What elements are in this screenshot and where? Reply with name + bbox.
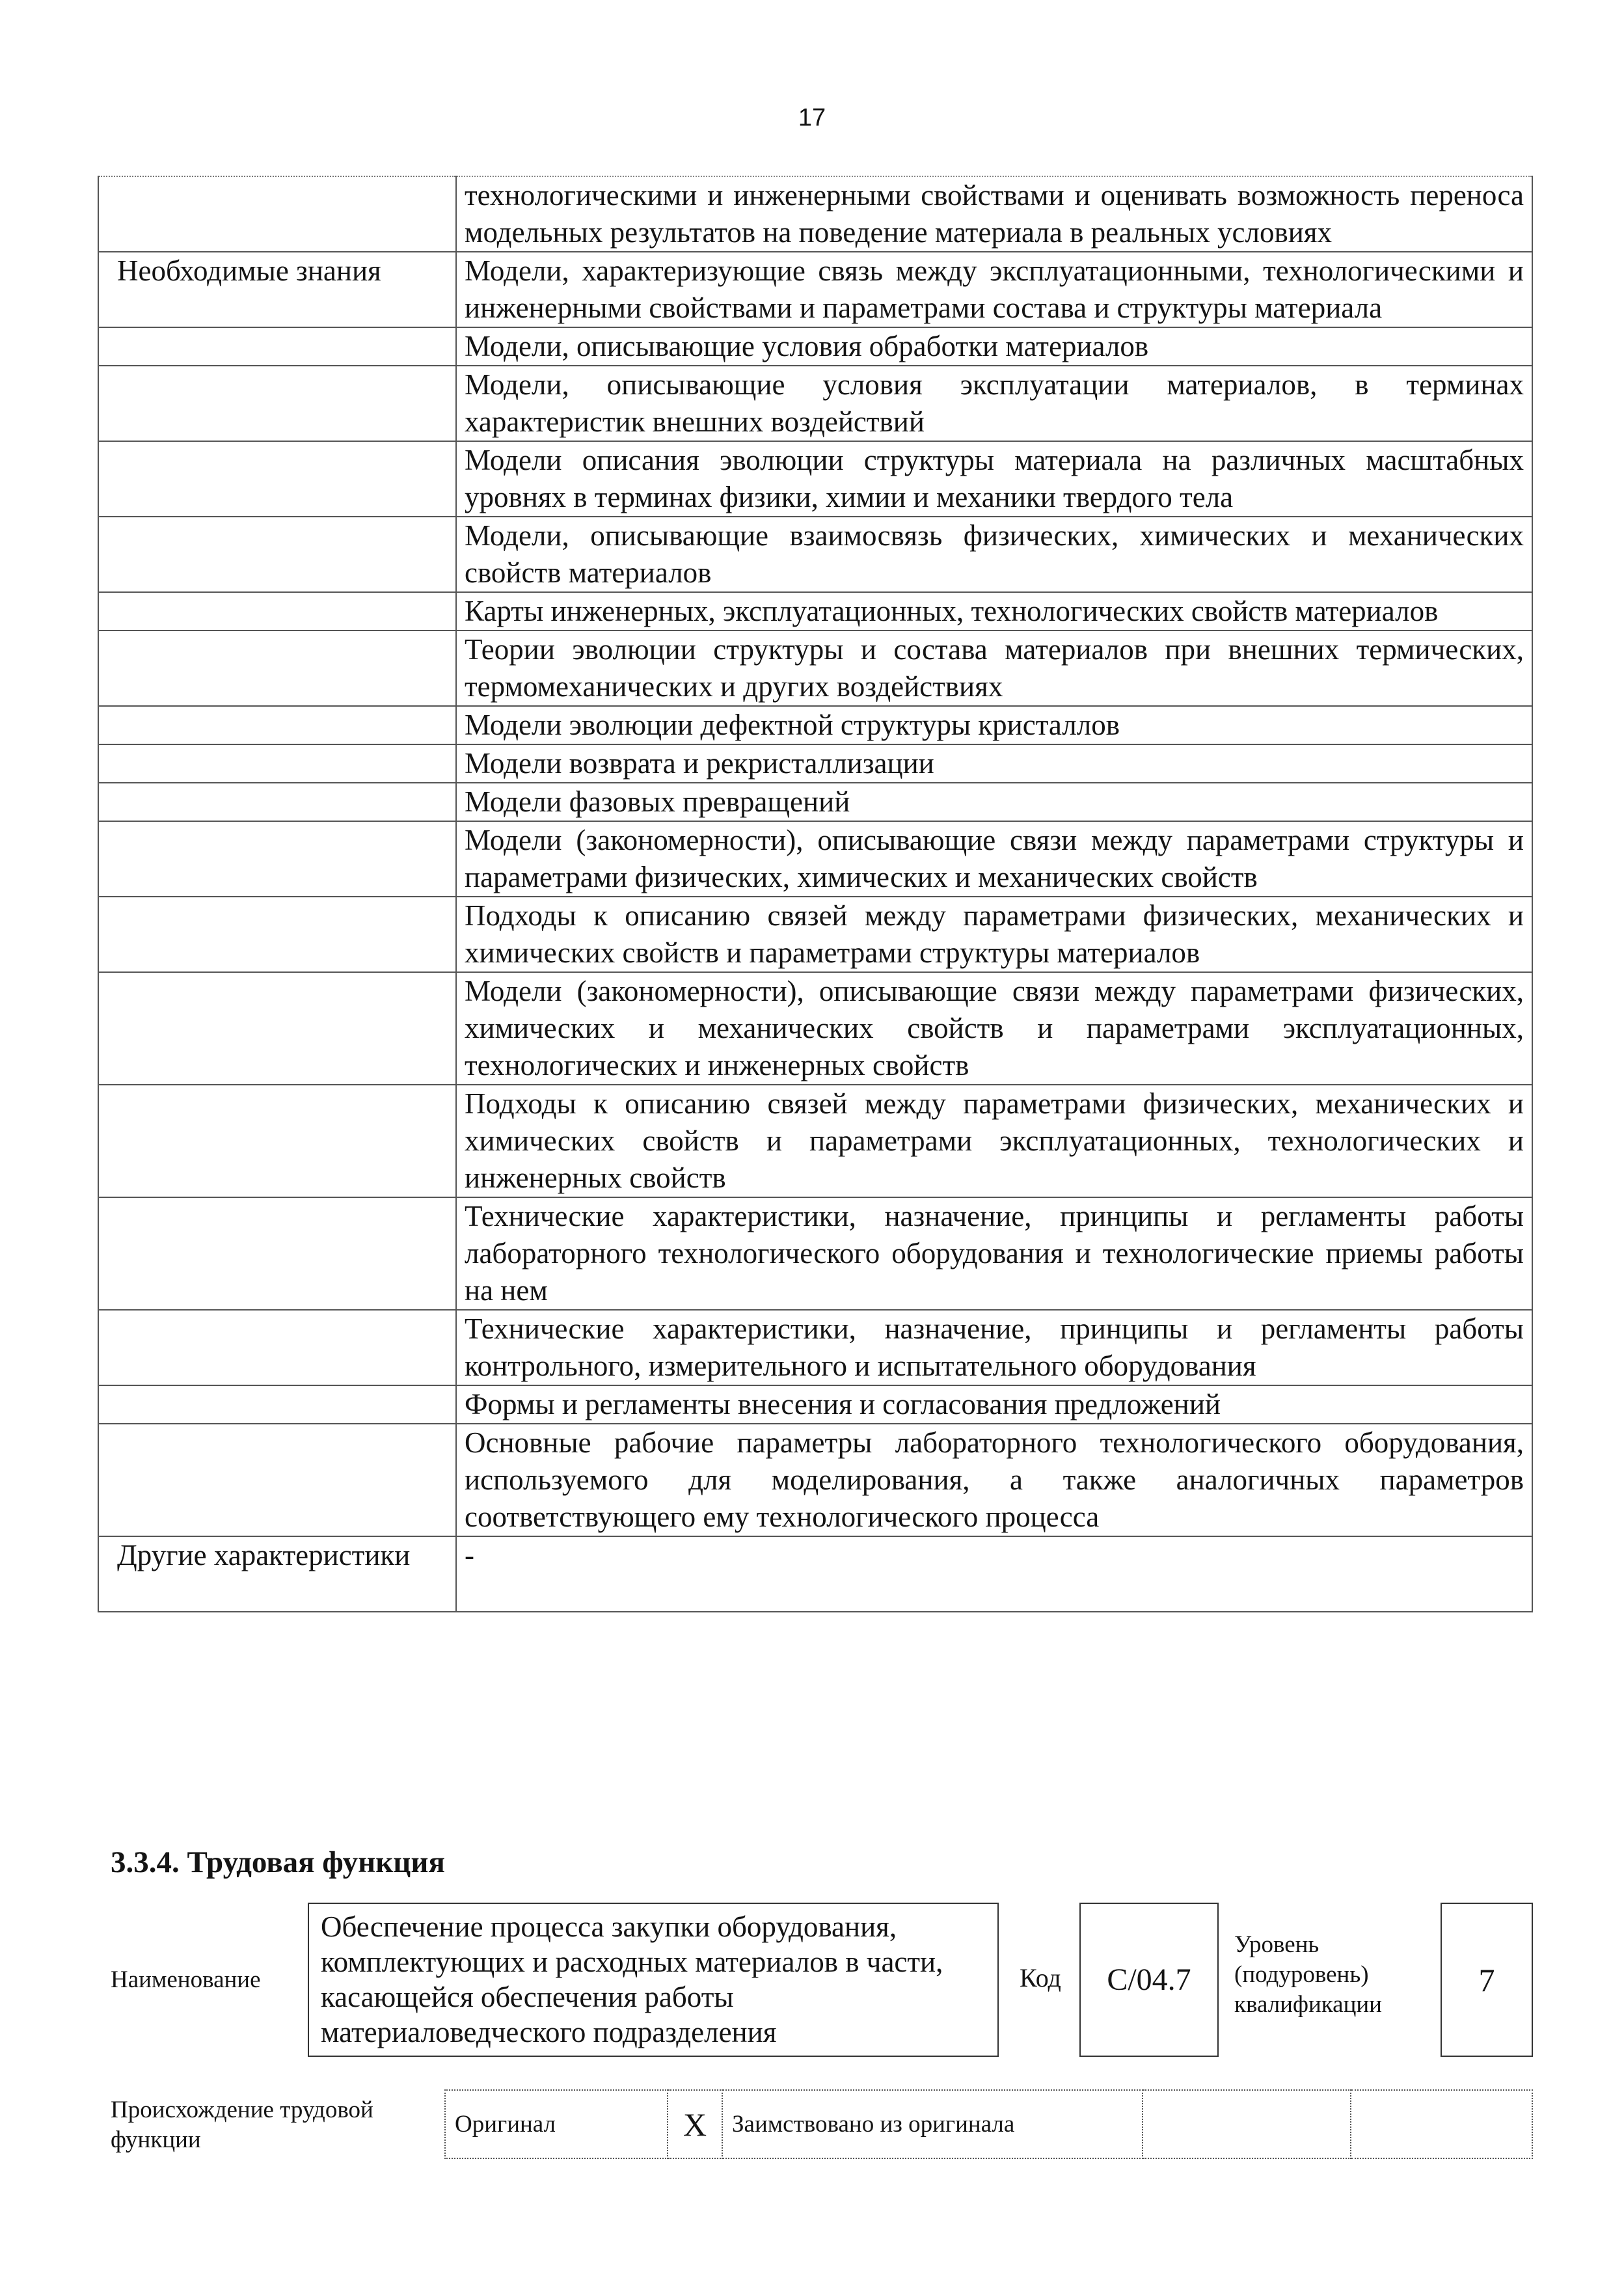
row-label — [98, 366, 456, 441]
level-box — [1441, 1903, 1533, 2057]
level-label: Уровень (подуровень) квалификации — [1234, 1931, 1382, 2018]
row-label — [98, 897, 456, 972]
row-value: Модели эволюции дефектной структуры кристаллов — [456, 706, 1532, 744]
table-row — [98, 1310, 1532, 1385]
row-label — [98, 783, 456, 821]
row-label — [98, 592, 456, 631]
row-label — [98, 1385, 456, 1424]
table-row — [98, 517, 1532, 592]
table-row — [98, 897, 1532, 972]
table-row — [98, 1385, 1532, 1424]
function-name-box — [308, 1903, 999, 2057]
row-value: Модели (закономерности), описывающие связи между параметрами физических, химических и механических свойств и параметрами эксплуатационных, технологических и инженерных свойств — [456, 972, 1532, 1085]
row-value: Формы и регламенты внесения и согласования предложений — [456, 1385, 1532, 1424]
page-number: 17 — [798, 104, 826, 131]
table-row — [98, 631, 1532, 706]
table-row — [98, 1197, 1532, 1310]
section-heading: 3.3.4. Трудовая функция — [111, 1845, 445, 1879]
code-label: Код — [1020, 1963, 1061, 1992]
table-row — [98, 1536, 1532, 1612]
row-label — [98, 441, 456, 517]
row-label — [98, 631, 456, 706]
table-row — [98, 441, 1532, 517]
row-value: Подходы к описанию связей между параметрами физических, механических и химических свойств и параметрами структуры материалов — [456, 897, 1532, 972]
row-value: технологическими и инженерными свойствами и оценивать возможность переноса модельных результатов на поведение материала в реальных условиях — [456, 176, 1532, 252]
row-value: Модели, описывающие взаимосвязь физических, химических и механических свойств материалов — [456, 517, 1532, 592]
table-row — [98, 1085, 1532, 1197]
row-value: - — [456, 1536, 1532, 1612]
row-label — [98, 1085, 456, 1197]
row-label — [98, 706, 456, 744]
function-name-value: Обеспечение процесса закупки оборудования, комплектующих и расходных материалов в части, касающейся обеспечения работы материаловедческого подразделения — [321, 1910, 943, 2048]
origin-cell-b — [1351, 2090, 1532, 2158]
table-row — [98, 252, 1532, 327]
origin-table — [444, 2089, 1533, 2159]
row-label: Другие характеристики — [98, 1536, 456, 1612]
table-row — [98, 706, 1532, 744]
code-box — [1079, 1903, 1219, 2057]
row-value: Теории эволюции структуры и состава материалов при внешних термических, термомеханических и других воздействиях — [456, 631, 1532, 706]
row-label — [98, 821, 456, 897]
origin-cell-a — [1143, 2090, 1351, 2158]
table-row — [98, 327, 1532, 366]
origin-original-mark: X — [668, 2090, 722, 2158]
row-value: Модели, описывающие условия эксплуатации материалов, в терминах характеристик внешних воздействий — [456, 366, 1532, 441]
table-row — [98, 783, 1532, 821]
name-label: Наименование — [111, 1966, 261, 1993]
table-row — [98, 1424, 1532, 1536]
row-label — [98, 1310, 456, 1385]
row-label — [98, 176, 456, 252]
row-value: Технические характеристики, назначение, принципы и регламенты работы лабораторного технологического оборудования и технологические приемы работы на нем — [456, 1197, 1532, 1310]
row-label — [98, 327, 456, 366]
row-value: Модели фазовых превращений — [456, 783, 1532, 821]
code-value: C/04.7 — [1107, 1963, 1191, 1997]
row-label — [98, 517, 456, 592]
row-value: Модели описания эволюции структуры материала на различных масштабных уровнях в терминах физики, химии и механики твердого тела — [456, 441, 1532, 517]
table-row — [98, 972, 1532, 1085]
row-label — [98, 744, 456, 783]
table-row — [98, 592, 1532, 631]
table-row — [98, 744, 1532, 783]
row-label — [98, 1197, 456, 1310]
table-row — [98, 176, 1532, 252]
row-value: Модели возврата и рекристаллизации — [456, 744, 1532, 783]
row-value: Основные рабочие параметры лабораторного технологического оборудования, используемого для моделирования, а также аналогичных параметров соответствующего ему технологического процесса — [456, 1424, 1532, 1536]
row-label — [98, 972, 456, 1085]
table-row — [98, 821, 1532, 897]
row-value: Модели (закономерности), описывающие связи между параметрами структуры и параметрами физических, химических и механических свойств — [456, 821, 1532, 897]
row-value: Подходы к описанию связей между параметрами физических, механических и химических свойств и параметрами эксплуатационных, технологических и инженерных свойств — [456, 1085, 1532, 1197]
row-value: Карты инженерных, эксплуатационных, технологических свойств материалов — [456, 592, 1532, 631]
origin-original-label: Оригинал — [445, 2090, 668, 2158]
level-value: 7 — [1478, 1961, 1495, 1998]
origin-borrowed-label: Заимствовано из оригинала — [722, 2090, 1143, 2158]
table-row — [98, 366, 1532, 441]
row-label: Необходимые знания — [98, 252, 456, 327]
row-value: Технические характеристики, назначение, принципы и регламенты работы контрольного, измерительного и испытательного оборудования — [456, 1310, 1532, 1385]
origin-label: Происхождение трудовой функции — [111, 2097, 373, 2153]
knowledge-table — [98, 176, 1533, 1612]
row-label — [98, 1424, 456, 1536]
row-value: Модели, характеризующие связь между эксплуатационными, технологическими и инженерными свойствами и параметрами состава и структуры материала — [456, 252, 1532, 327]
row-value: Модели, описывающие условия обработки материалов — [456, 327, 1532, 366]
